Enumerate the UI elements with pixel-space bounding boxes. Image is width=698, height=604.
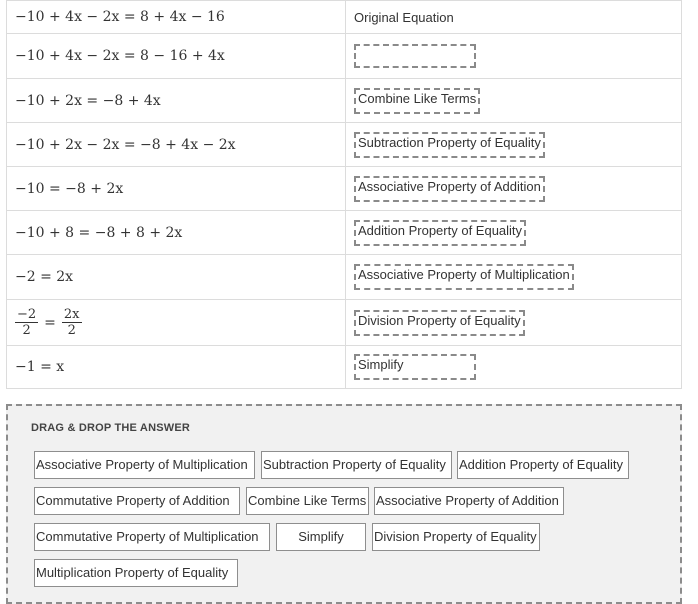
answer-bank-title: DRAG & DROP THE ANSWER [31, 422, 191, 434]
equation-cell: −10 + 4x − 2x = 8 + 4x − 16 [7, 1, 346, 34]
fraction-lhs [15, 307, 38, 338]
equation-cell: −10 + 8 = −8 + 8 + 2x [7, 211, 346, 255]
reason-cell [346, 123, 682, 167]
reason-cell [346, 79, 682, 123]
reason-cell [346, 34, 682, 79]
reason-cell [346, 1, 682, 34]
reason-dropzone[interactable]: Associative Property of Addition [354, 176, 545, 202]
reason-dropzone[interactable]: Division Property of Equality [354, 310, 525, 336]
reason-dropzone[interactable]: Associative Property of Multiplication [354, 264, 574, 290]
answer-chip[interactable]: Combine Like Terms [246, 487, 369, 515]
proof-row [7, 300, 682, 346]
fraction-numerator: −2 [17, 307, 37, 322]
equation-cell: −10 = −8 + 2x [7, 167, 346, 211]
answer-chip[interactable]: Commutative Property of Addition [34, 487, 240, 515]
proof-row [7, 167, 682, 211]
proof-table [6, 0, 682, 389]
answer-chip[interactable]: Commutative Property of Multiplication [34, 523, 270, 551]
proof-row [7, 346, 682, 389]
reason-cell [346, 300, 682, 346]
fraction-denominator: 2 [22, 323, 31, 338]
equation-cell: −10 + 4x − 2x = 8 − 16 + 4x [7, 34, 346, 79]
answer-bank [6, 404, 682, 604]
reason-dropzone[interactable]: Simplify [354, 354, 476, 380]
fraction-numerator: 2x [63, 307, 80, 322]
proof-row [7, 34, 682, 79]
answer-chip[interactable]: Addition Property of Equality [457, 451, 629, 479]
answer-chip[interactable]: Division Property of Equality [372, 523, 540, 551]
proof-row [7, 255, 682, 300]
reason-dropzone[interactable] [354, 44, 476, 68]
reason-cell [346, 346, 682, 389]
answer-chip[interactable]: Multiplication Property of Equality [34, 559, 238, 587]
answer-chip[interactable]: Associative Property of Addition [374, 487, 564, 515]
reason-dropzone[interactable]: Combine Like Terms [354, 88, 480, 114]
reason-dropzone[interactable]: Addition Property of Equality [354, 220, 526, 246]
fraction-denominator: 2 [67, 323, 76, 338]
fraction-rhs [62, 307, 82, 338]
equation-cell: −2 = 2x [7, 255, 346, 300]
reason-dropzone[interactable]: Subtraction Property of Equality [354, 132, 545, 158]
equals-sign: = [44, 314, 56, 331]
answer-chip[interactable]: Associative Property of Multiplication [34, 451, 255, 479]
equation-cell: −10 + 2x = −8 + 4x [7, 79, 346, 123]
equation-cell: −1 = x [7, 346, 346, 389]
reason-cell [346, 211, 682, 255]
answer-chip[interactable]: Simplify [276, 523, 366, 551]
proof-row [7, 79, 682, 123]
reason-cell [346, 255, 682, 300]
proof-row [7, 211, 682, 255]
reason-label: Original Equation [354, 9, 454, 25]
reason-cell [346, 167, 682, 211]
equation-cell: −10 + 2x − 2x = −8 + 4x − 2x [7, 123, 346, 167]
equation-cell [7, 300, 346, 346]
answer-chip[interactable]: Subtraction Property of Equality [261, 451, 452, 479]
proof-row [7, 123, 682, 167]
proof-row [7, 1, 682, 34]
